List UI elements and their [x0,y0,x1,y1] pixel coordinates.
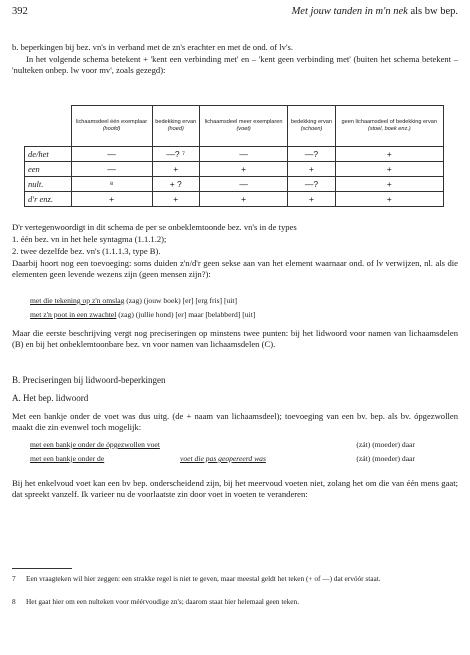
table-cell: + [335,177,443,192]
table-cell: + [335,147,443,162]
row-label: d'r enz. [25,192,72,207]
example-phrase: voet die pas geopereerd was [180,454,266,463]
example-rest: (zag) (jouw boek) [er] [erg fris] [uit] [126,296,238,305]
table-row [25,177,444,192]
running-header [12,6,458,20]
table-header-row [25,106,444,147]
footnote-rule [12,568,72,569]
paragraph-schema-intro: In het volgende schema betekent + 'kent een verbinding met' en – 'kent geen verbinding met' (buiten het schema betekent – 'nulteken onbep. lw voor mv', zoals gezegd): [12,54,458,75]
column-header: geen lichaamsdeel of bedekking ervan (stoel, boek enz.) [335,106,443,147]
row-label: de/het [25,147,72,162]
example-rest: (zát) (moeder) daar [356,440,415,449]
paragraph-dr: D'r vertegenwoordigt in dit schema de per se onbeklemtoonde bez. vn's in de types [12,222,297,232]
table-cell: — [71,162,152,177]
table-cell: + [152,162,199,177]
table-cell: + [199,162,287,177]
paragraph-bankje: Met een bankje onder de voet was dus uitg. (de + naam van lichaamsdeel); toevoeging van een bv. bep. als bv. ópgezwollen maakt die zin evenwel toch mogelijk: [12,411,458,432]
list-item: 2. twee dezelfde bez. vn's (1.1.1.3, type B). [12,246,161,256]
example-phrase: met een bankje onder de [30,454,105,463]
table-cell: + [288,192,335,207]
paragraph-b1: b. beperkingen bij bez. vn's in verband met de zn's erachter en met de ond. of lv's. [12,42,293,52]
column-header: lichaamsdeel één exemplaar (hoofd) [71,106,152,147]
example-4 [30,454,415,464]
example-phrase: met een bankje onder de ópgezwollen voet [30,440,160,449]
list-item: 1. één bez. vn in het hele syntagma (1.1.1.2); [12,234,167,244]
page-number: 392 [12,6,28,17]
section-heading-b: B. Preciseringen bij lidwoord-beperkingen [12,375,166,385]
column-header: bedekking ervan (schoen) [288,106,335,147]
table-cell: + [199,192,287,207]
column-header: bedekking ervan (hoed) [152,106,199,147]
table-cell: + [152,192,199,207]
table-cell: + [335,162,443,177]
running-title: Met jouw tanden in m'n nek als bw bep. [291,6,458,17]
table-cell: + [71,192,152,207]
table-cell: —? [288,177,335,192]
example-phrase: met die tekening op z'n omslag [30,296,125,305]
example-1 [30,296,430,306]
schema-table [24,105,444,207]
paragraph-toevoeging: Daarbij hoort nog een toevoeging: soms duiden z'n/d'r geen sekse aan van het element waarnaar ond. of lv verwijzen, nl. als die elementen geen levende wezens zijn (geen mensen zijn?): [12,258,458,279]
row-label: een [25,162,72,177]
table-cell: —? [288,147,335,162]
footnote: 7 Een vraagteken wil hier zeggen: een strakke regel is niet te geven, maar meestal geldt het teken (+ of —) dat ervóór staat. [12,574,381,583]
table-cell: + [288,162,335,177]
example-rest: (zát) (moeder) daar [356,454,415,463]
footnote: 8 Het gaat hier om een nulteken voor méérvoudige zn's; daarom staat hier helemaal geen teken. [12,597,300,606]
table-cell: + [335,192,443,207]
table-row [25,192,444,207]
table-cell: ⁸ [71,177,152,192]
table-row [25,162,444,177]
paragraph-maar: Maar die eerste beschrijving vergt nog preciseringen op minstens twee punten: bij het lidwoord voor namen van lichaamsdelen (B) en bij het onbeklemtoonbare bez. vn voor namen van lichaamsdelen (C). [12,328,458,349]
row-label: nult. [25,177,72,192]
table-row [25,147,444,162]
example-rest: (zag) (jullie hond) [er] maar [belabberd] [uit] [118,310,256,319]
table-cell: — [199,147,287,162]
table-cell: + ? [152,177,199,192]
table-cell: —? ⁷ [152,147,199,162]
example-phrase: met z'n poot in een zwachtel [30,310,117,319]
paragraph-enkelvoud: Bij het enkelvoud voet kan een bv bep. onderscheidend zijn, bij het meervoud voeten niet, zolang het om die van één mens gaat; dat spreekt vanzelf. Ik varieer nu de voorlaatste zin door voet in voeten te veranderen: [12,478,458,499]
section-heading-a: A. Het bep. lidwoord [12,393,89,403]
table-cell: — [71,147,152,162]
example-3 [30,440,415,450]
table-cell: — [199,177,287,192]
example-2 [30,310,430,320]
table-corner [25,106,72,147]
column-header: lichaamsdeel meer exemplaren (voet) [199,106,287,147]
